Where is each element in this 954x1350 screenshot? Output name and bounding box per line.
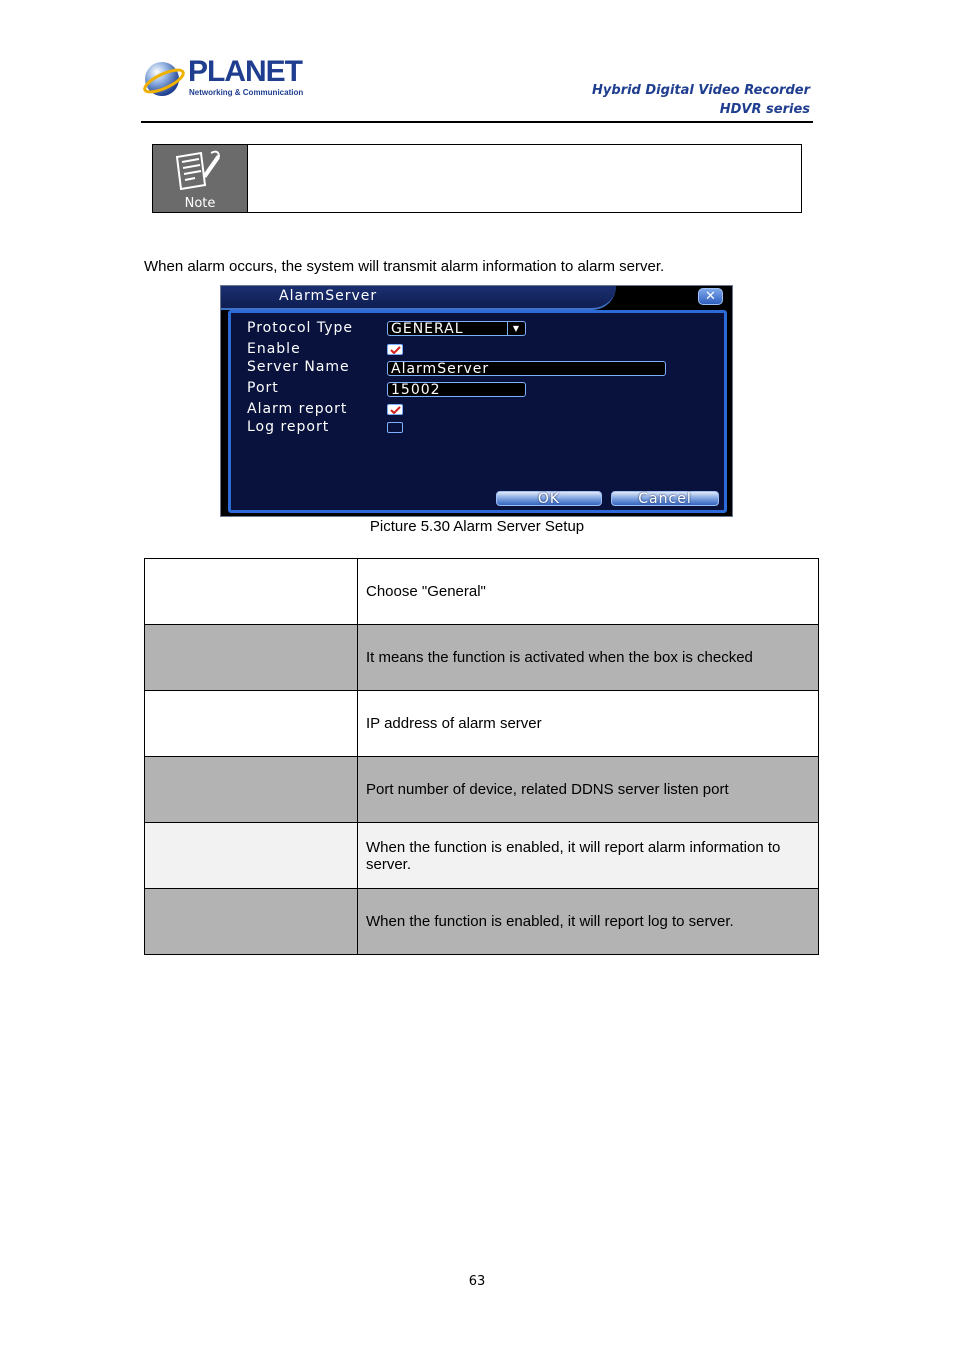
page-number: 63 bbox=[468, 1274, 486, 1289]
table-key-cell bbox=[145, 691, 358, 757]
table-row bbox=[145, 823, 819, 889]
ok-button[interactable]: OK bbox=[496, 491, 602, 506]
note-icon bbox=[153, 145, 248, 212]
table-value-cell: It means the function is activated when the box is checked bbox=[358, 625, 819, 691]
dialog-title: AlarmServer bbox=[279, 288, 378, 304]
log-report-label: Log report bbox=[247, 419, 330, 435]
port-value: 15002 bbox=[391, 382, 441, 398]
checkmark-icon bbox=[390, 346, 401, 354]
enable-checkbox[interactable] bbox=[387, 344, 403, 355]
table-key-cell bbox=[145, 559, 358, 625]
table-value-cell: Choose "General" bbox=[358, 559, 819, 625]
table-key-cell bbox=[145, 823, 358, 889]
table-key-cell bbox=[145, 757, 358, 823]
server-name-label: Server Name bbox=[247, 359, 350, 375]
note-label: Note bbox=[184, 196, 216, 211]
table-value-cell: When the function is enabled, it will report alarm information to server. bbox=[358, 823, 819, 889]
alarm-report-checkbox[interactable] bbox=[387, 404, 403, 415]
table-row bbox=[145, 691, 819, 757]
description-table bbox=[144, 558, 819, 955]
product-title-line1: Hybrid Digital Video Recorder bbox=[592, 83, 810, 98]
table-key-cell bbox=[145, 889, 358, 955]
dialog-title-bar bbox=[221, 286, 616, 310]
logo-subtitle: Networking & Communication bbox=[189, 88, 304, 97]
note-pen-icon bbox=[173, 149, 223, 193]
table-row bbox=[145, 559, 819, 625]
chevron-down-icon[interactable]: ▼ bbox=[507, 322, 525, 335]
table-key-cell bbox=[145, 625, 358, 691]
planet-logo bbox=[142, 55, 302, 101]
product-title-line2: HDVR series bbox=[719, 102, 810, 117]
note-box bbox=[152, 144, 802, 213]
globe-logo-icon bbox=[142, 57, 186, 101]
port-input[interactable] bbox=[387, 382, 526, 397]
port-label: Port bbox=[247, 380, 279, 396]
logo-text: PLANET bbox=[188, 55, 302, 88]
log-report-checkbox[interactable] bbox=[387, 422, 403, 433]
table-value-cell: Port number of device, related DDNS server listen port bbox=[358, 757, 819, 823]
protocol-type-value: GENERAL bbox=[391, 321, 464, 337]
protocol-type-label: Protocol Type bbox=[247, 320, 354, 336]
intro-text: When alarm occurs, the system will transmit alarm information to alarm server. bbox=[144, 258, 665, 275]
server-name-value: AlarmServer bbox=[391, 361, 490, 377]
table-row bbox=[145, 625, 819, 691]
product-title bbox=[592, 81, 810, 119]
checkmark-icon bbox=[390, 406, 401, 414]
protocol-type-select[interactable] bbox=[387, 321, 526, 336]
server-name-input[interactable] bbox=[387, 361, 666, 376]
figure-caption: Picture 5.30 Alarm Server Setup bbox=[369, 518, 585, 535]
table-row bbox=[145, 889, 819, 955]
close-icon[interactable]: ✕ bbox=[698, 288, 723, 305]
cancel-button[interactable]: Cancel bbox=[611, 491, 719, 506]
dialog-body bbox=[228, 310, 727, 513]
enable-label: Enable bbox=[247, 341, 301, 357]
table-value-cell: IP address of alarm server bbox=[358, 691, 819, 757]
alarm-report-label: Alarm report bbox=[247, 401, 348, 417]
table-row bbox=[145, 757, 819, 823]
table-value-cell: When the function is enabled, it will report log to server. bbox=[358, 889, 819, 955]
header-divider bbox=[141, 121, 813, 123]
alarm-server-dialog bbox=[220, 285, 733, 517]
